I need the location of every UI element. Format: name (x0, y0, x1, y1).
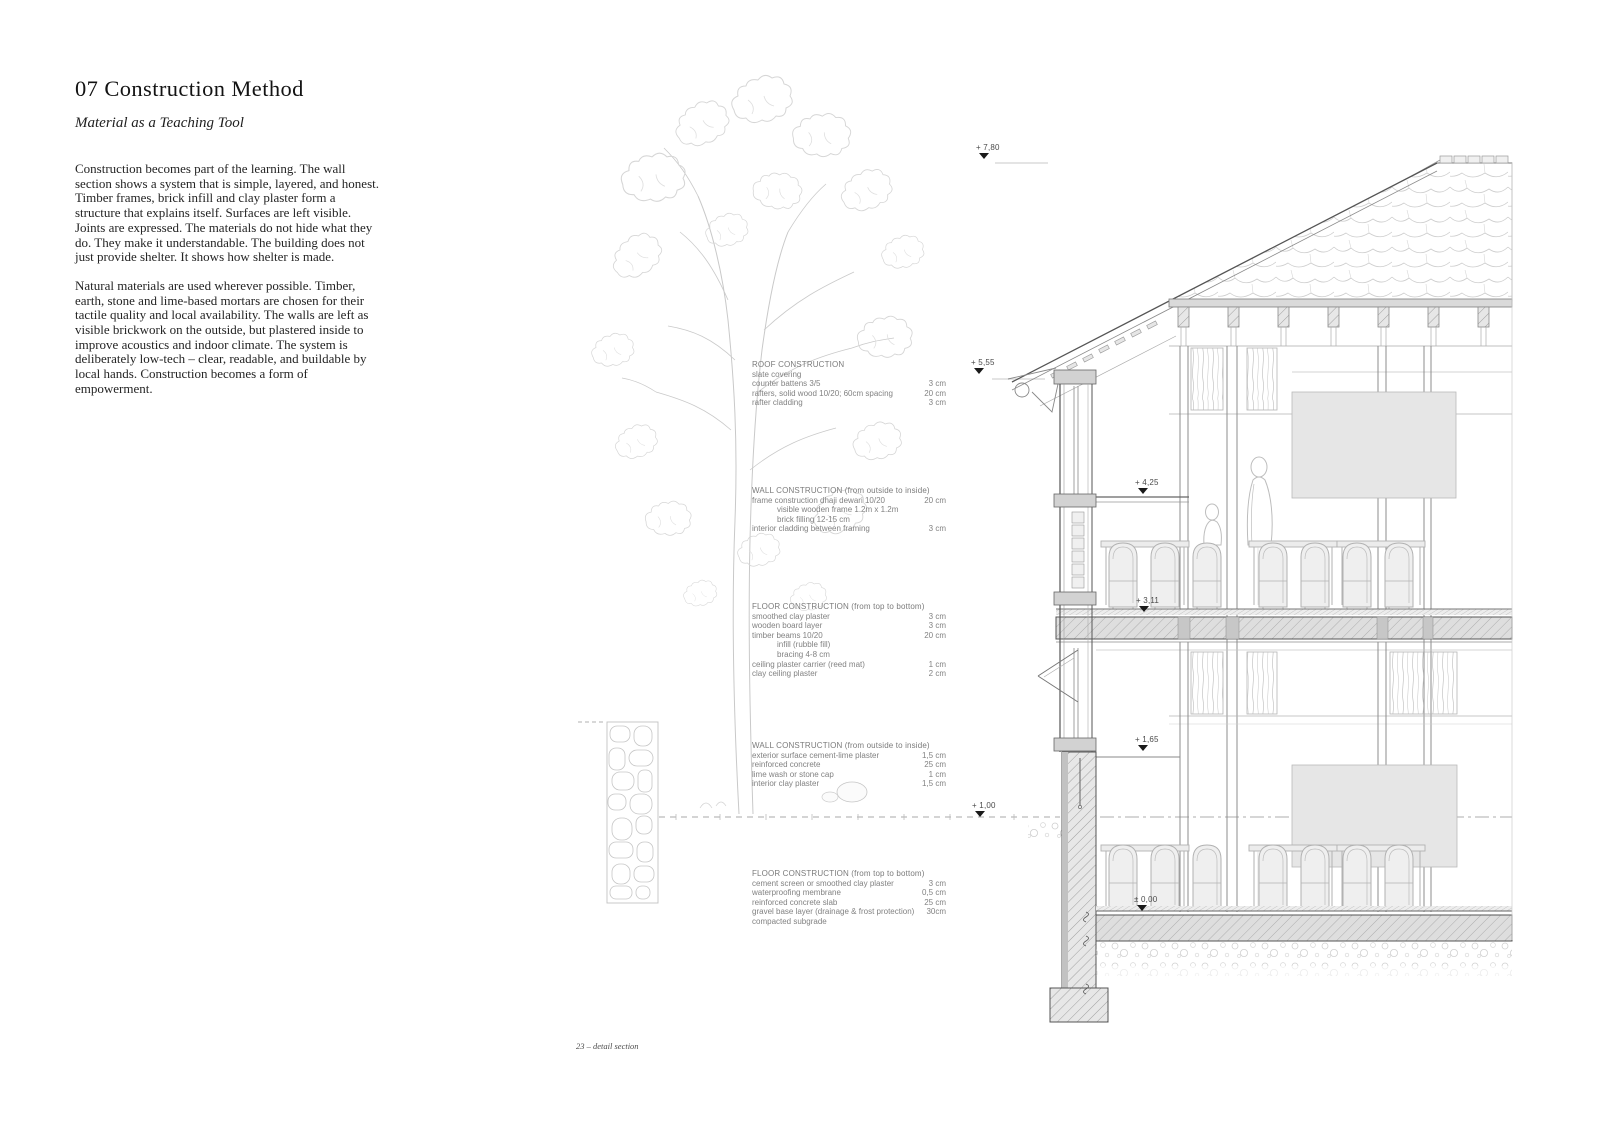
annotation-row (752, 660, 946, 670)
annotation-layer-label: interior clay plaster (752, 779, 820, 789)
annotation-layer-label: slate covering (752, 369, 802, 379)
annotation-layer-value: 0,5 cm (921, 888, 946, 898)
annotation-layer-label: gravel base layer (drainage & frost protection) (752, 907, 915, 917)
annotation-layer-label: interior cladding between framing (752, 524, 870, 534)
page-title: 07 Construction Method (75, 76, 304, 101)
annotation-row (752, 612, 946, 622)
annotation-layer-label: visible wooden frame 1.2m x 1.2m (777, 505, 899, 515)
annotation-layer-value (942, 505, 946, 515)
annotation-row (752, 524, 946, 534)
annotation-layer-value: 3 cm (928, 878, 946, 888)
annotation-layer-label: reinforced concrete (752, 760, 821, 770)
level-label: + 3,11 (1136, 596, 1160, 605)
annotation-layer-value: 20 cm (924, 630, 946, 640)
annotation-layer-value: 25 cm (924, 760, 946, 770)
annotation-row (752, 640, 946, 650)
annotation-layer-label: reinforced concrete slab (752, 897, 838, 907)
construction-annotation-block (752, 360, 946, 408)
annotation-layer-label: brick filling 12-15 cm (777, 514, 850, 524)
annotation-row (752, 879, 946, 889)
level-triangle-icon (979, 153, 989, 159)
annotation-title: ROOF CONSTRUCTION (752, 360, 845, 369)
level-label: + 4,25 (1135, 478, 1159, 487)
body-paragraph: Natural materials are used wherever possible. Timber, earth, stone and lime-based mortars are chosen for their tactile quality and local availability. The walls are left as visible brickwork on the outside, but plastered inside to improve acoustics and indoor climate. The system is deliberately low-tech – clear, readable, and buildable by local hands. Construction becomes a form of empowerment. (75, 277, 369, 396)
floor-slab-ground (1084, 906, 1513, 994)
rubble-backfill (1028, 818, 1062, 838)
annotation-row (752, 621, 946, 631)
annotation-layer-value: 1,5 cm (921, 750, 946, 760)
annotation-row (752, 760, 946, 770)
annotation-layer-label: bracing 4-8 cm (777, 649, 830, 659)
annotation-layer-label: wooden board layer (752, 621, 823, 631)
annotation-layer-label: rafters, solid wood 10/20; 60cm spacing (752, 388, 893, 398)
annotation-layer-value: 3 cm (928, 621, 946, 631)
annotation-layer-label: rafter cladding (752, 398, 803, 408)
annotation-title: FLOOR CONSTRUCTION (from top to bottom) (752, 602, 925, 611)
level-label: + 7,80 (976, 143, 1000, 152)
annotation-layer-value: 3 cm (928, 524, 946, 534)
construction-annotation-block (752, 869, 946, 927)
annotation-layer-label: ceiling plaster carrier (reed mat) (752, 659, 865, 669)
level-triangle-icon (1138, 488, 1148, 494)
annotation-layer-value: 1 cm (928, 659, 946, 669)
annotation-row (752, 631, 946, 641)
level-triangle-icon (974, 368, 984, 374)
construction-annotation-block (752, 741, 946, 789)
annotation-row (752, 389, 946, 399)
annotation-row (752, 917, 946, 927)
person-adult (1247, 457, 1272, 545)
body-paragraph: Construction becomes part of the learning. The wall section shows a system that is simple, layered, and honest. Timber frames, brick infill and clay plaster form a structure that explains itself. Surfaces are left visible. Joints are expressed. The materials do not hide what they do. They make it understandable. The building does not just provide shelter. It shows how shelter is made. (75, 161, 380, 265)
building-section (992, 156, 1512, 1022)
annotation-row (752, 398, 946, 408)
level-marker-exterior-ground (972, 801, 996, 817)
level-marker-upper-floor (1136, 596, 1159, 612)
page-footer: 23 – detail section (576, 1041, 639, 1051)
annotation-row (752, 505, 946, 515)
level-marker-ridge (976, 143, 1000, 159)
annotation-layer-value: 20 cm (924, 495, 946, 505)
annotation-layer-label: compacted subgrade (752, 916, 827, 926)
annotation-row (752, 779, 946, 789)
level-label: ± 0,00 (1134, 895, 1158, 904)
garden-stone-wall (607, 722, 658, 903)
annotation-row (752, 770, 946, 780)
annotation-layer-value (942, 515, 946, 525)
annotation-layer-label: infill (rubble fill) (777, 640, 831, 650)
annotation-row (752, 907, 946, 917)
annotation-layer-value (942, 640, 946, 650)
annotation-layer-label: clay ceiling plaster (752, 669, 818, 679)
level-label: + 1,65 (1135, 735, 1159, 744)
annotation-row (752, 751, 946, 761)
level-triangle-icon (975, 811, 985, 817)
annotation-layer-label: waterproofing membrane (752, 888, 841, 898)
level-marker-gallery (1135, 478, 1159, 494)
annotation-row (752, 650, 946, 660)
level-marker-eaves (971, 358, 995, 374)
eaves-fascia (1169, 299, 1512, 307)
window-awning (1038, 650, 1078, 702)
annotation-layer-value (942, 650, 946, 660)
text-column (75, 76, 383, 411)
annotation-row (752, 496, 946, 506)
annotation-title: WALL CONSTRUCTION (from outside to inside) (752, 486, 930, 495)
construction-annotation-block (752, 602, 946, 679)
level-triangle-icon (1137, 905, 1147, 911)
annotation-layer-value (942, 917, 946, 927)
annotation-layer-value: 2 cm (928, 669, 946, 679)
annotation-layer-label: lime wash or stone cap (752, 769, 834, 779)
counter-battens (1051, 321, 1158, 378)
level-triangle-icon (1139, 606, 1149, 612)
annotation-layer-value (942, 370, 946, 380)
concrete-base-wall (1062, 752, 1096, 988)
annotation-layer-value: 25 cm (924, 897, 946, 907)
annotation-row (752, 888, 946, 898)
annotation-layer-value: 20 cm (924, 388, 946, 398)
foundation-footing (1050, 988, 1108, 1022)
gravel-layer (1096, 941, 1512, 966)
annotation-row (752, 898, 946, 908)
annotation-layer-value: 1 cm (928, 769, 946, 779)
floor-slab-upper (1056, 609, 1512, 642)
tree-illustration (592, 75, 924, 814)
level-label: + 1,00 (972, 801, 996, 810)
annotation-layer-label: cement screen or smoothed clay plaster (752, 878, 894, 888)
annotation-layer-label: frame construction dhaji dewari 10/20 (752, 495, 885, 505)
level-marker-sill (1135, 735, 1159, 751)
annotation-title: WALL CONSTRUCTION (from outside to inside) (752, 741, 930, 750)
person-child (1204, 504, 1222, 545)
annotation-layer-label: smoothed clay plaster (752, 611, 830, 621)
level-marker-ground-floor (1134, 895, 1157, 911)
annotation-layer-value: 1,5 cm (921, 779, 946, 789)
annotation-layer-value: 30cm (926, 907, 946, 917)
left-wall-assembly (1038, 370, 1096, 752)
level-triangle-icon (1138, 745, 1148, 751)
annotation-layer-value: 3 cm (928, 398, 946, 408)
annotation-layer-value: 3 cm (928, 379, 946, 389)
construction-annotation-block (752, 486, 946, 534)
annotation-row (752, 379, 946, 389)
annotation-layer-label: exterior surface cement-lime plaster (752, 750, 880, 760)
level-label: + 5,55 (971, 358, 995, 367)
annotation-title: FLOOR CONSTRUCTION (from top to bottom) (752, 869, 925, 878)
page-subtitle: Material as a Teaching Tool (75, 115, 244, 131)
brick-infill (1072, 512, 1084, 588)
annotation-row (752, 370, 946, 380)
annotation-layer-value: 3 cm (928, 611, 946, 621)
annotation-layer-label: counter battens 3/5 (752, 379, 821, 389)
annotation-row (752, 515, 946, 525)
annotation-layer-label: timber beams 10/20 (752, 630, 823, 640)
rafter-sections (1178, 307, 1489, 327)
wall-board-upper (1292, 392, 1456, 498)
annotation-row (752, 669, 946, 679)
